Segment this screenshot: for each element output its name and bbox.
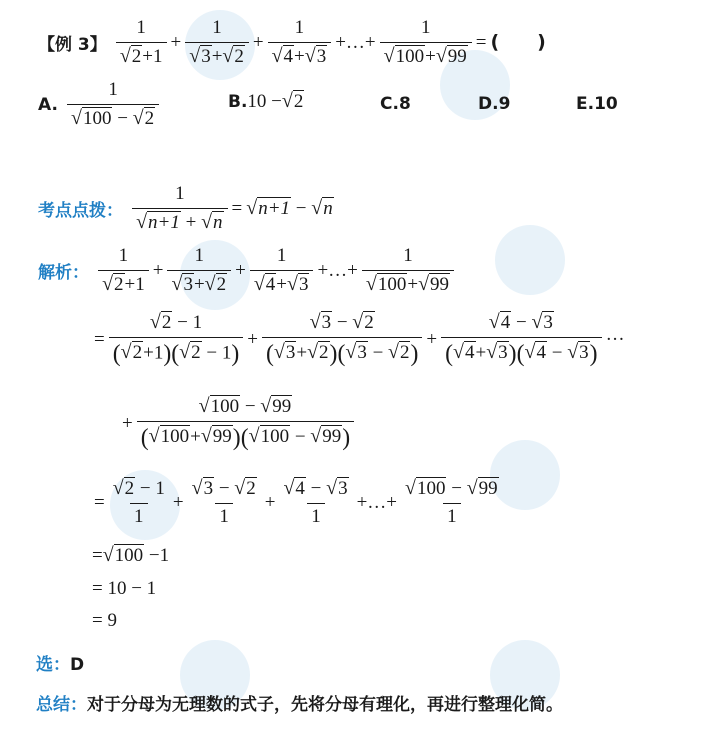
analysis-line-1: 解析： $\frac{1}{√2+1}$ + $\frac{1}{√3+√2}$ + $\frac{1}{√4+√3}$ +…+ $\frac{1}{√100+√99}$ (36, 246, 456, 296)
analysis-line-6: = 10 − 1 (92, 578, 157, 599)
option-c-value: 8 (398, 94, 411, 114)
answer-value: D (70, 655, 85, 675)
summary-label: 总结： (36, 695, 87, 715)
answer-line (36, 650, 84, 675)
series-term-2: $\frac{1}{√3+√2}$ (185, 18, 249, 68)
series-term-3: $\frac{1}{√4+√3}$ (268, 18, 332, 68)
option-d-value: 9 (498, 94, 511, 114)
analysis-line-4: = $\frac{√2 - 1}{1}$ + $\frac{√3 - √2}{1}$ + $\frac{√4 - √3}{1}$ +…+ $\frac{√100 - √99}{1}$ (94, 477, 498, 527)
option-b-label: B. (228, 92, 248, 112)
answer-blank: ( ) (490, 31, 546, 54)
watermark-logo (495, 225, 565, 295)
keypoint-line: 考点点拨： $\frac{1}{√n+1 + √n}$ = √n+1 − √n (38, 183, 333, 233)
option-d-label: D. (478, 94, 499, 114)
summary-text: 对于分母为无理数的式子，先将分母有理化，再进行整理化简。 (87, 695, 563, 715)
option-a-value: $\frac{1}{√100 - √2}$ (67, 80, 159, 130)
option-c-label: C. (380, 94, 399, 114)
option-a-label: A. (38, 94, 58, 115)
option-e-value: 10 (594, 94, 618, 114)
analysis-line-2: = $\frac{√2 - 1}{(√2+1)(√2 - 1)}$ + $\frac{√3 - √2}{(√3+√2)(√3 - √2)}$ + $\frac{√4 - √3}{(√4+√3)(√4 - √3)}$ ··· (94, 311, 625, 367)
analysis-line-7: = 9 (92, 610, 117, 631)
example-line: 【例 3】 $\frac{1}{√2+1}$ + $\frac{1}{√3+√2}$ + $\frac{1}{√4+√3}$ +…+ $\frac{1}{√100+√99}$ = ( ) (38, 17, 546, 67)
analysis-line-3: + $\frac{√100 - √99}{(√100+√99)(√100 - √99)}$ (120, 396, 356, 451)
keypoint-label: 考点点拨： (38, 201, 123, 222)
analysis-line-5: =√100 −1 (92, 544, 170, 566)
series-term-last: $\frac{1}{√100+√99}$ (380, 18, 472, 68)
option-e-label: E. (576, 94, 595, 114)
summary-line (36, 690, 563, 715)
series-term-1: $\frac{1}{√2+1}$ (116, 18, 167, 68)
example-label: 【例 3】 (38, 35, 107, 56)
keypoint-fraction: $\frac{1}{√n+1 + √n}$ (132, 184, 227, 234)
option-b-value: 10 −√2 (247, 90, 304, 112)
analysis-label: 解析： (38, 263, 89, 284)
answer-label: 选： (36, 655, 70, 675)
